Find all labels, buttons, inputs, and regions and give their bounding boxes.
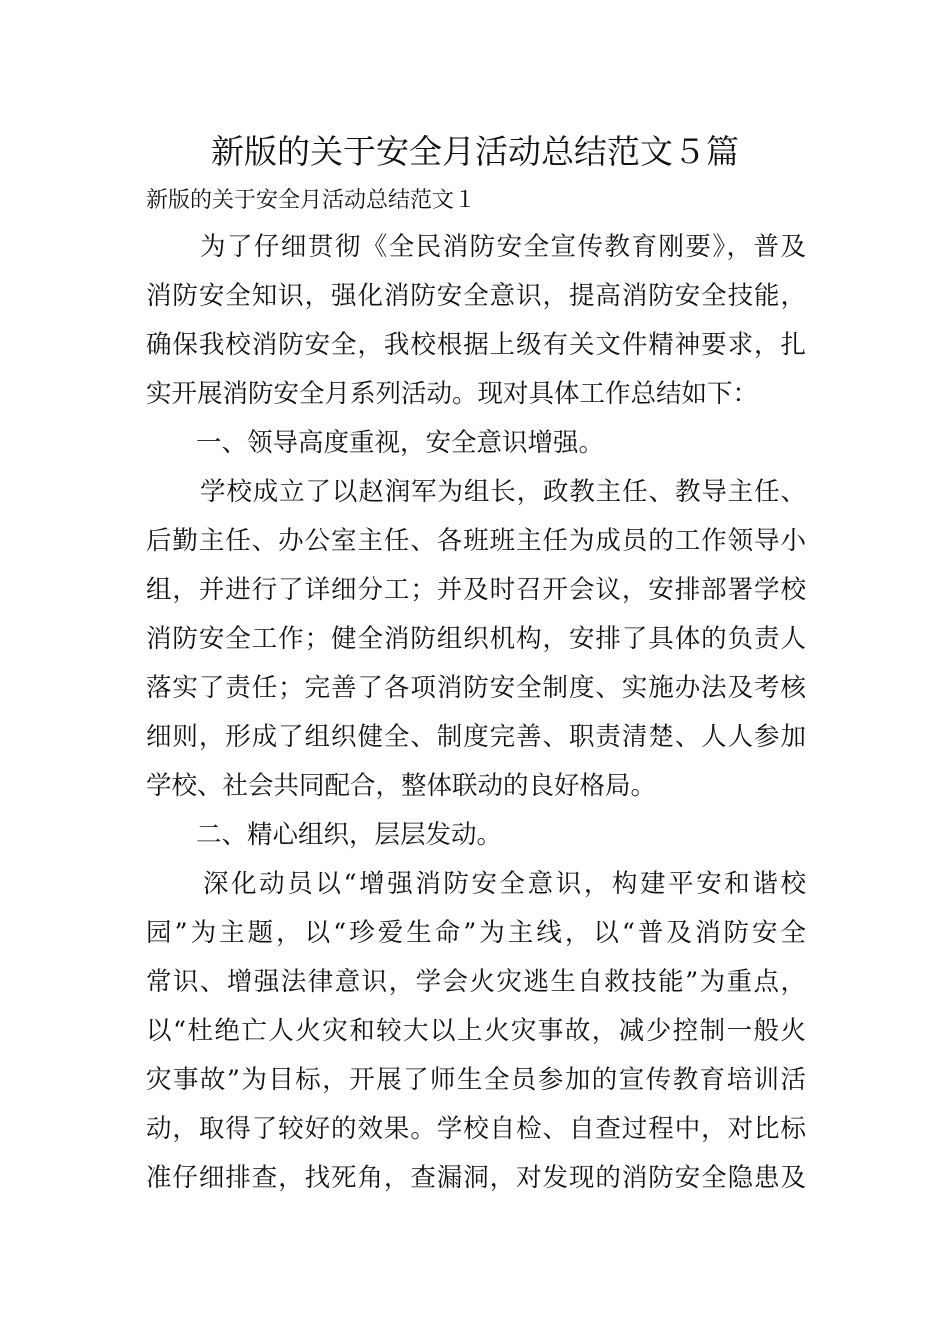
document-title: 新版的关于安全月活动总结范文５篇	[211, 132, 739, 171]
paragraph-line: 以“杜绝亡人火灾和较大以上火灾事故，减少控制一般火	[146, 1016, 806, 1046]
paragraph-line: 园”为主题，以“珍爱生命”为主线，以“普及消防安全	[146, 918, 806, 948]
section-heading: 一、领导高度重视，安全意识增强。	[196, 428, 605, 458]
paragraph-line: 后勤主任、办公室主任、各班班主任为成员的工作领导小	[146, 526, 806, 556]
section-subtitle: 新版的关于安全月活动总结范文１	[146, 188, 477, 213]
paragraph-line: 动，取得了较好的效果。学校自检、自查过程中，对比标	[146, 1114, 806, 1144]
paragraph-line: 组，并进行了详细分工；并及时召开会议，安排部署学校	[146, 575, 806, 605]
paragraph-line: 实开展消防安全月系列活动。现对具体工作总结如下：	[146, 379, 759, 409]
paragraph-line: 为了仔细贯彻《全民消防安全宣传教育刚要》，普及	[200, 232, 806, 262]
paragraph-line: 深化动员以“增强消防安全意识，构建平安和谐校	[203, 869, 806, 899]
paragraph-line: 准仔细排查，找死角，查漏洞，对发现的消防安全隐患及	[146, 1163, 806, 1193]
section-heading: 二、精心组织，层层发动。	[196, 820, 503, 850]
paragraph-line: 学校、社会共同配合，整体联动的良好格局。	[146, 771, 657, 801]
paragraph-line: 常识、增强法律意识，学会火灾逃生自救技能”为重点，	[146, 967, 806, 997]
paragraph-line: 消防安全工作；健全消防组织机构，安排了具体的负责人	[146, 624, 806, 654]
paragraph-line: 灾事故”为目标，开展了师生全员参加的宣传教育培训活	[146, 1065, 806, 1095]
paragraph-line: 消防安全知识，强化消防安全意识，提高消防安全技能，	[146, 281, 806, 311]
paragraph-line: 学校成立了以赵润军为组长，政教主任、教导主任、	[200, 477, 806, 507]
paragraph-line: 落实了责任；完善了各项消防安全制度、实施办法及考核	[146, 673, 806, 703]
paragraph-line: 确保我校消防安全，我校根据上级有关文件精神要求，扎	[146, 330, 806, 360]
paragraph-line: 细则，形成了组织健全、制度完善、职责清楚、人人参加	[146, 722, 806, 752]
